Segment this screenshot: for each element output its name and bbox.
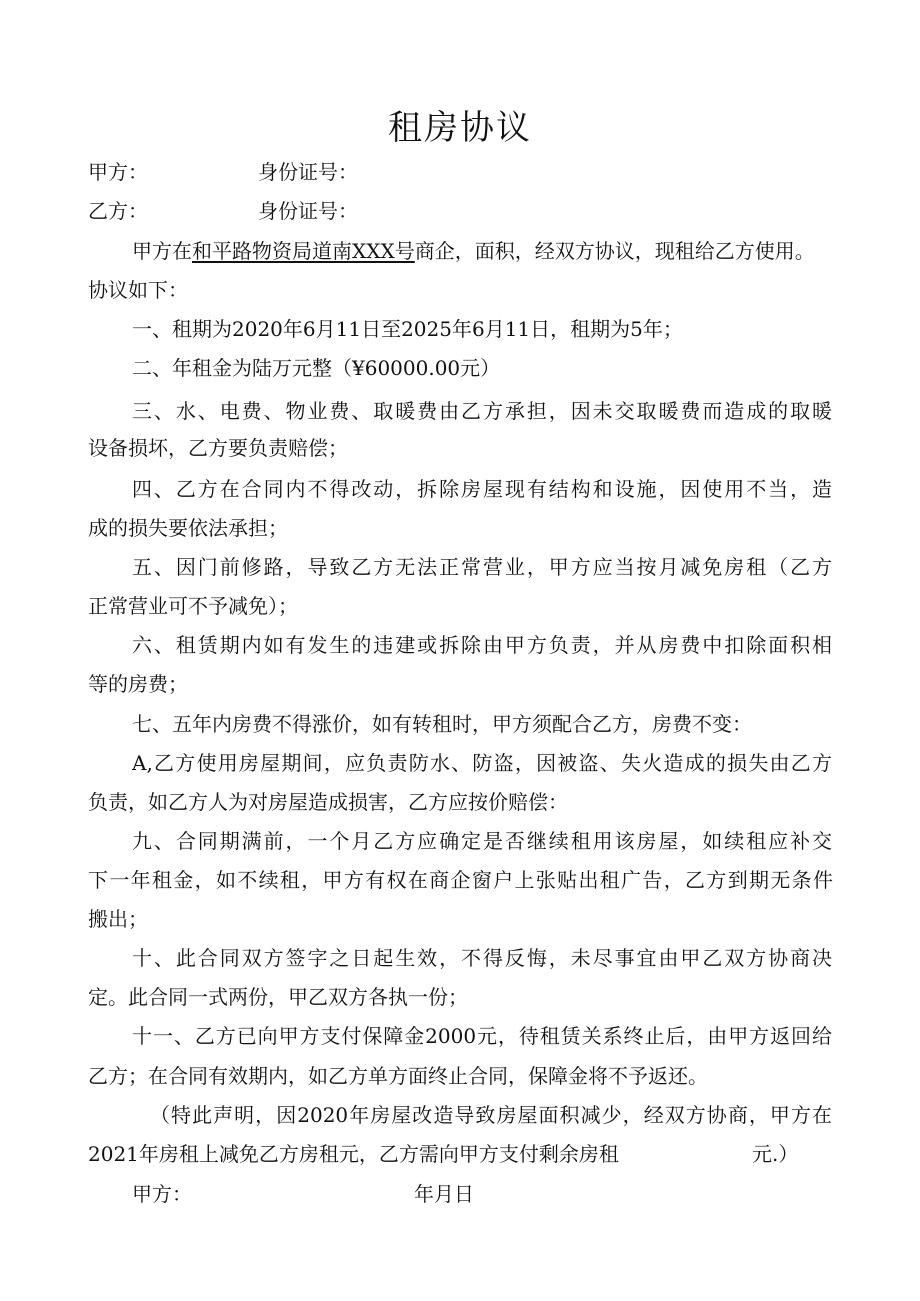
clause-1: 一、租期为2020年6月11日至2025年6月11日，租期为5年；	[132, 317, 683, 341]
clause-11-line-1: 十一、乙方已向甲方支付保障金2000元，待租赁关系终止后，由甲方返回给	[132, 1024, 832, 1048]
agreement-lead: 协议如下：	[88, 278, 188, 302]
signature-line	[132, 1180, 832, 1208]
clause-6-line-2: 等的房费；	[88, 672, 188, 696]
party-a-line	[88, 158, 833, 186]
clause-10-line-1: 十、此合同双方签字之日起生效，不得反悔，未尽事宜由甲乙双方协商决	[132, 946, 832, 970]
intro-line	[132, 237, 832, 265]
clause-9-line-3: 搬出；	[88, 907, 148, 931]
clause-9-line-1: 九、合同期满前，一个月乙方应确定是否继续租用该房屋，如续租应补交	[132, 829, 832, 853]
clause-a-line-1: A,乙方使用房屋期间，应负责防水、防盗，因被盗、失火造成的损失由乙方	[132, 751, 832, 775]
note-line-2-text: 2021年房租上减免乙方房租元，乙方需向甲方支付剩余房租	[88, 1142, 619, 1166]
clause-3-line-1: 三、水、电费、物业费、取暖费由乙方承担，因未交取暖费而造成的取暖	[132, 399, 832, 423]
party-a-id-label: 身份证号：	[258, 160, 358, 184]
clause-9-line-2: 下一年租金，如不续租，甲方有权在商企窗户上张贴出租广告，乙方到期无条件	[88, 868, 833, 892]
party-b-id-label: 身份证号：	[258, 199, 358, 223]
clause-a-line-2: 负责，如乙方人为对房屋造成损害，乙方应按价赔偿：	[88, 790, 568, 814]
signature-date: 年月日	[414, 1182, 474, 1206]
clause-2: 二、年租金为陆万元整（¥60000.00元）	[132, 356, 501, 380]
clause-3-line-2: 设备损坏，乙方要负责赔偿；	[88, 436, 348, 460]
signature-party-a: 甲方：	[132, 1182, 192, 1206]
clause-7: 七、五年内房费不得涨价，如有转租时，甲方须配合乙方，房费不变：	[132, 712, 752, 736]
note-line-2-end: 元.）	[752, 1142, 799, 1166]
clause-4-line-2: 成的损失要依法承担；	[88, 516, 288, 540]
note-line-1: （特此声明，因2020年房屋改造导致房屋面积减少，经双方协商，甲方在	[150, 1103, 832, 1127]
clause-6-line-1: 六、租赁期内如有发生的违建或拆除由甲方负责，并从房费中扣除面积相	[132, 633, 832, 657]
clause-5-line-1: 五、因门前修路，导致乙方无法正常营业，甲方应当按月减免房租（乙方	[132, 555, 832, 579]
document-title: 租房协议	[388, 108, 532, 148]
note-line-2	[88, 1140, 833, 1168]
party-a-label: 甲方：	[88, 160, 148, 184]
party-b-line	[88, 197, 833, 225]
clause-4-line-1: 四、乙方在合同内不得改动，拆除房屋现有结构和设施，因使用不当，造	[132, 477, 832, 501]
clause-5-line-2: 正常营业可不予减免）；	[88, 594, 298, 618]
property-address: 和平路物资局道南XXX号	[192, 239, 415, 263]
party-b-label: 乙方：	[88, 199, 148, 223]
clause-10-line-2: 定。此合同一式两份，甲乙双方各执一份；	[88, 985, 468, 1009]
intro-suffix: 商企，面积，经双方协议，现租给乙方使用。	[414, 239, 815, 263]
intro-prefix: 甲方在	[132, 239, 192, 263]
clause-11-line-2: 乙方；在合同有效期内，如乙方单方面终止合同，保障金将不予返还。	[88, 1064, 708, 1088]
